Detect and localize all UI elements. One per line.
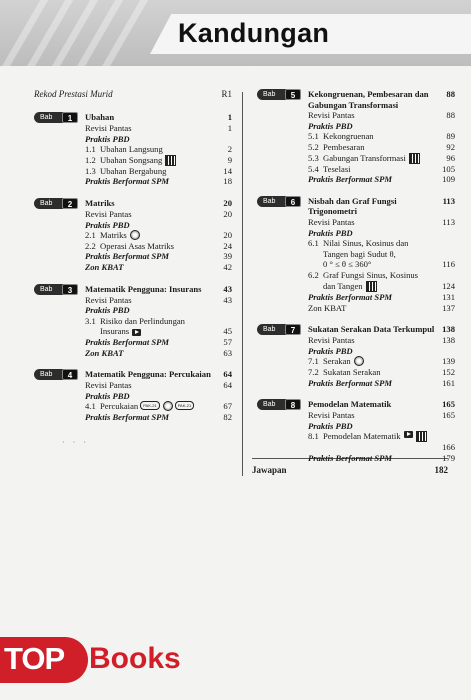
section-number: 4.1 xyxy=(85,401,96,412)
row-page: 166 xyxy=(442,442,455,453)
row-page: 45 xyxy=(223,326,232,337)
section-title: Percukaian xyxy=(100,401,139,412)
section-row[interactable] xyxy=(257,270,455,281)
globe-icon[interactable] xyxy=(130,230,140,240)
section-title: Serakan xyxy=(323,356,351,367)
row-label: Revisi Pantas xyxy=(85,380,132,391)
badge-number: 8 xyxy=(285,399,301,410)
row-text xyxy=(308,281,442,293)
chapter-page: 64 xyxy=(223,369,232,380)
row-label: 0 ° ≤ θ ≤ 360° xyxy=(323,259,372,270)
row-text xyxy=(308,110,446,121)
chapter-badge xyxy=(34,198,80,209)
row-text xyxy=(85,348,223,359)
jawapan-row[interactable] xyxy=(252,465,448,475)
row-text xyxy=(85,166,223,177)
toc-row[interactable] xyxy=(257,378,455,389)
toc-row[interactable] xyxy=(257,453,455,464)
section-row[interactable] xyxy=(34,144,232,155)
chapter-entry xyxy=(257,89,455,185)
row-text xyxy=(308,431,455,442)
chapter-page: 113 xyxy=(442,195,455,206)
row-label: Praktis Berformat SPM xyxy=(85,251,170,262)
row-page: 138 xyxy=(442,335,455,346)
toc-row[interactable] xyxy=(34,251,232,262)
chapter-entry xyxy=(257,399,455,463)
section-title: Nilai Sinus, Kosinus dan xyxy=(323,238,409,249)
chapter-title: Sukatan Serakan Data Terkumpul xyxy=(308,324,435,335)
section-row[interactable] xyxy=(257,153,455,164)
row-page: 116 xyxy=(442,259,455,270)
section-row[interactable] xyxy=(257,431,455,442)
toc-row[interactable] xyxy=(257,228,455,239)
toc-row[interactable] xyxy=(34,380,232,391)
qr-code-icon[interactable] xyxy=(366,281,377,292)
chapter-title: Nisbah dan Graf Fungsi Trigonometri xyxy=(308,195,397,217)
topbooks-watermark xyxy=(0,637,200,685)
row-page: 9 xyxy=(227,154,232,165)
toc-row[interactable] xyxy=(257,335,455,346)
badge-number: 7 xyxy=(285,324,301,335)
row-text xyxy=(308,410,442,421)
row-text xyxy=(308,174,442,185)
section-number: 8.1 xyxy=(308,431,319,442)
toc-row[interactable] xyxy=(257,110,455,121)
toc-row[interactable] xyxy=(34,391,232,402)
badge-label: Bab xyxy=(34,284,64,295)
chapter-badge xyxy=(34,369,80,380)
row-text xyxy=(85,326,223,337)
row-page: 14 xyxy=(223,165,232,176)
badge-number: 2 xyxy=(62,198,78,209)
row-text xyxy=(308,164,442,175)
row-label: Revisi Pantas xyxy=(308,335,355,346)
section-number: 6.2 xyxy=(308,269,319,280)
chapter-title: Matematik Pengguna: Percukaian xyxy=(85,369,211,380)
badge-number: 5 xyxy=(285,89,301,100)
row-label: Zon KBAT xyxy=(308,302,347,313)
row-label: Tangen bagi Sudut θ, xyxy=(323,248,396,259)
toc-row[interactable] xyxy=(257,442,455,453)
section-title: Gabungan Transformasi xyxy=(323,152,406,163)
chapter-badge xyxy=(34,284,80,295)
right-column xyxy=(257,89,455,475)
toc-row[interactable] xyxy=(34,326,232,337)
chapter-badge xyxy=(257,89,303,100)
row-text xyxy=(85,401,223,412)
row-page: 113 xyxy=(442,216,455,227)
section-title: Ubahan Songsang xyxy=(100,154,163,165)
row-page: 89 xyxy=(446,131,455,142)
badge-label: Bab xyxy=(257,196,287,207)
badge-label: Bab xyxy=(34,369,64,380)
chapter-entry xyxy=(34,112,232,187)
page-title: Kandungan xyxy=(178,18,330,48)
video-icon[interactable] xyxy=(404,431,413,438)
row-page: 152 xyxy=(442,367,455,377)
row-label: Praktis PBD xyxy=(308,420,353,431)
row-text xyxy=(85,295,223,306)
row-text xyxy=(85,391,232,402)
row-label: Praktis PBD xyxy=(85,133,130,144)
chapter-heading[interactable] xyxy=(257,324,455,335)
row-text xyxy=(85,134,232,145)
section-title: Kekongruenan xyxy=(323,131,374,142)
chapter-title: Matriks xyxy=(85,197,115,208)
badge-label: Bab xyxy=(257,89,287,100)
row-page: 67 xyxy=(223,401,232,412)
section-row[interactable] xyxy=(34,316,232,327)
section-title: Ubahan Bergabung xyxy=(100,165,167,176)
watermark-top: TOP xyxy=(4,641,65,676)
globe-icon[interactable] xyxy=(163,401,173,411)
row-label: Praktis Berformat SPM xyxy=(308,377,393,388)
row-text xyxy=(308,335,442,346)
row-text xyxy=(308,292,442,303)
row-label: Praktis PBD xyxy=(308,227,353,238)
toc-row[interactable] xyxy=(34,262,232,273)
row-page: 39 xyxy=(223,251,232,262)
row-page: 161 xyxy=(442,377,455,388)
row-text xyxy=(85,230,223,241)
section-number: 5.3 xyxy=(308,152,319,163)
header-banner xyxy=(0,0,471,66)
row-label: Praktis Berformat SPM xyxy=(308,292,393,303)
row-text xyxy=(308,270,455,281)
row-label: Praktis PBD xyxy=(85,305,130,316)
row-text xyxy=(308,378,442,389)
jawapan-page: 182 xyxy=(434,465,448,475)
row-page: 43 xyxy=(223,294,232,305)
chapter-heading[interactable] xyxy=(257,399,455,410)
toc-row[interactable] xyxy=(257,346,455,357)
section-row[interactable] xyxy=(257,131,455,142)
row-page: 20 xyxy=(223,230,232,241)
chapter-badge xyxy=(257,324,303,335)
section-number: 2.1 xyxy=(85,230,96,241)
toc-row[interactable] xyxy=(257,121,455,132)
toc-row[interactable] xyxy=(257,259,455,270)
row-page: 1 xyxy=(227,123,232,133)
section-number: 2.2 xyxy=(85,240,96,251)
chapter-badge xyxy=(257,399,303,410)
rekod-row[interactable] xyxy=(34,89,232,99)
badge-number: 1 xyxy=(62,112,78,123)
toc-row[interactable] xyxy=(34,123,232,134)
decorative-dots: · · · xyxy=(62,438,89,447)
row-text xyxy=(308,131,446,142)
row-text xyxy=(85,262,223,273)
chapter-entry xyxy=(34,198,232,273)
toc-row[interactable] xyxy=(257,410,455,421)
pak21-tag-icon: PAK-21 xyxy=(140,401,160,410)
chapter-heading[interactable] xyxy=(34,284,232,295)
row-label: dan Tangen xyxy=(323,280,363,291)
row-text xyxy=(308,121,455,132)
chapter-title: Ubahan xyxy=(85,112,115,122)
badge-number: 4 xyxy=(62,369,78,380)
qr-code-icon[interactable] xyxy=(409,153,420,164)
chapter-page: 1 xyxy=(227,112,232,122)
row-page: 57 xyxy=(223,336,232,347)
badge-label: Bab xyxy=(34,112,64,123)
badge-label: Bab xyxy=(34,198,64,209)
watermark-books: Books xyxy=(89,642,181,675)
row-label: Praktis Berformat SPM xyxy=(85,411,170,422)
toc-row[interactable] xyxy=(257,249,455,260)
toc-row[interactable] xyxy=(257,174,455,185)
section-number: 5.2 xyxy=(308,141,319,152)
row-text xyxy=(308,217,442,228)
section-title: Graf Fungsi Sinus, Kosinus xyxy=(323,269,419,280)
section-row[interactable] xyxy=(257,238,455,249)
toc-row[interactable] xyxy=(34,412,232,423)
row-text xyxy=(85,251,223,262)
chapter-page: 43 xyxy=(223,283,232,294)
row-text xyxy=(85,305,232,316)
section-number: 3.1 xyxy=(85,315,96,326)
row-page: 18 xyxy=(223,176,232,187)
chapter-title: Matematik Pengguna: Insurans xyxy=(85,283,202,294)
row-page: 131 xyxy=(442,292,455,303)
toc-row[interactable] xyxy=(34,295,232,306)
row-text xyxy=(85,123,228,134)
badge-label: Bab xyxy=(257,399,287,410)
row-text xyxy=(308,346,455,357)
row-text xyxy=(308,142,446,153)
section-row[interactable] xyxy=(34,166,232,177)
row-page: 92 xyxy=(446,141,455,152)
row-page: 139 xyxy=(442,356,455,367)
row-page: 42 xyxy=(223,261,232,272)
row-page: 88 xyxy=(446,110,455,121)
section-title: Risiko dan Perlindungan xyxy=(100,315,185,326)
chapter-page: 88 xyxy=(446,89,455,99)
section-row[interactable] xyxy=(34,241,232,252)
row-text xyxy=(85,155,228,166)
row-page: 96 xyxy=(446,152,455,163)
section-title: Pemodelan Matematik xyxy=(323,431,401,442)
toc-row[interactable] xyxy=(257,421,455,432)
section-number: 7.2 xyxy=(308,367,319,377)
row-text xyxy=(308,228,455,239)
row-label: Praktis Berformat SPM xyxy=(85,336,170,347)
row-label: Praktis Berformat SPM xyxy=(85,176,170,187)
row-label: Revisi Pantas xyxy=(85,294,132,305)
row-page: 179 xyxy=(442,452,455,463)
row-text xyxy=(308,238,455,249)
chapter-entry xyxy=(257,196,455,313)
section-title: Operasi Asas Matriks xyxy=(100,240,174,251)
toc-row[interactable] xyxy=(257,303,455,314)
section-row[interactable] xyxy=(257,356,455,367)
row-label: Insurans xyxy=(100,326,130,337)
badge-number: 3 xyxy=(62,284,78,295)
chapter-heading[interactable] xyxy=(257,89,455,110)
row-page: 20 xyxy=(223,208,232,219)
row-text xyxy=(308,303,442,314)
pak21-tag-icon: PAK-21 xyxy=(175,401,195,410)
chapter-badge xyxy=(257,196,303,207)
row-text xyxy=(85,412,223,423)
section-number: 1.1 xyxy=(85,144,96,155)
row-text xyxy=(308,367,442,378)
row-page: 24 xyxy=(223,240,232,251)
section-number: 7.1 xyxy=(308,356,319,367)
row-page: 82 xyxy=(223,411,232,422)
chapter-page: 138 xyxy=(442,324,455,335)
chapter-heading[interactable] xyxy=(257,196,455,217)
section-title: Teselasi xyxy=(323,163,351,174)
section-row[interactable] xyxy=(34,230,232,241)
row-text xyxy=(308,421,455,432)
video-icon[interactable] xyxy=(132,329,141,336)
chapter-entry xyxy=(34,369,232,422)
badge-number: 6 xyxy=(285,196,301,207)
toc-row[interactable] xyxy=(34,220,232,231)
row-text xyxy=(85,144,228,155)
section-row[interactable] xyxy=(34,155,232,166)
row-text xyxy=(85,380,223,391)
row-text xyxy=(308,453,442,464)
jawapan-label: Jawapan xyxy=(252,465,287,475)
row-text xyxy=(308,259,442,270)
rekod-page: R1 xyxy=(221,89,232,99)
globe-icon[interactable] xyxy=(354,356,364,366)
qr-code-icon[interactable] xyxy=(416,431,427,442)
toc-row[interactable] xyxy=(34,337,232,348)
chapter-heading[interactable] xyxy=(34,198,232,209)
chapter-entry xyxy=(34,284,232,359)
row-label: Revisi Pantas xyxy=(308,110,355,121)
toc-row[interactable] xyxy=(257,281,455,293)
left-column xyxy=(34,112,232,433)
rekod-label: Rekod Prestasi Murid xyxy=(34,89,113,99)
row-page: 165 xyxy=(442,410,455,421)
section-row[interactable] xyxy=(34,401,232,412)
toc-row[interactable] xyxy=(34,305,232,316)
row-label: Praktis Berformat SPM xyxy=(308,452,393,463)
row-text xyxy=(85,220,232,231)
row-text xyxy=(85,337,223,348)
badge-label: Bab xyxy=(257,324,287,335)
row-label: Praktis PBD xyxy=(308,120,353,131)
row-page: 64 xyxy=(223,380,232,391)
row-page: 109 xyxy=(442,174,455,185)
chapter-badge xyxy=(34,112,80,123)
column-divider xyxy=(242,92,243,476)
toc-row[interactable] xyxy=(257,217,455,228)
row-text xyxy=(85,176,223,187)
toc-row[interactable] xyxy=(34,176,232,187)
row-page: 124 xyxy=(442,280,455,291)
chapter-entry xyxy=(257,324,455,388)
toc-row[interactable] xyxy=(257,292,455,303)
section-number: 6.1 xyxy=(308,238,319,249)
qr-code-icon[interactable] xyxy=(165,155,176,166)
chapter-page: 20 xyxy=(223,197,232,208)
row-label: Revisi Pantas xyxy=(85,123,132,133)
row-text xyxy=(308,153,446,164)
section-row[interactable] xyxy=(257,164,455,175)
row-label: Revisi Pantas xyxy=(308,216,355,227)
row-page: 63 xyxy=(223,347,232,358)
row-text xyxy=(308,356,442,367)
chapter-page: 165 xyxy=(442,399,455,410)
row-label: Revisi Pantas xyxy=(85,208,132,219)
row-page: 2 xyxy=(227,144,232,155)
row-label: Zon KBAT xyxy=(85,347,124,358)
section-title: Sukatan Serakan xyxy=(323,367,381,377)
toc-row[interactable] xyxy=(34,209,232,220)
chapter-heading[interactable] xyxy=(34,369,232,380)
section-row[interactable] xyxy=(257,142,455,153)
section-title: Ubahan Langsung xyxy=(100,144,163,155)
section-row[interactable] xyxy=(257,367,455,378)
row-label: Praktis PBD xyxy=(308,345,353,356)
row-label: Praktis PBD xyxy=(85,390,130,401)
chapter-title: Kekongruenan, Pembesaran dan Gabungan Transformasi xyxy=(308,89,429,110)
section-title: Matriks xyxy=(100,230,127,241)
row-page: 137 xyxy=(442,302,455,313)
section-number: 5.1 xyxy=(308,131,319,142)
chapter-heading[interactable] xyxy=(34,112,232,123)
row-text xyxy=(85,209,223,220)
section-number: 5.4 xyxy=(308,163,319,174)
row-label: Zon KBAT xyxy=(85,261,124,272)
row-text xyxy=(308,249,455,260)
section-number: 1.3 xyxy=(85,165,96,176)
section-number: 1.2 xyxy=(85,154,96,165)
row-text xyxy=(85,241,223,252)
row-text xyxy=(85,316,232,327)
section-title: Pembesaran xyxy=(323,141,365,152)
toc-row[interactable] xyxy=(34,348,232,359)
row-page: 105 xyxy=(442,163,455,174)
row-label: Praktis Berformat SPM xyxy=(308,174,393,185)
row-label: Revisi Pantas xyxy=(308,410,355,421)
row-label: Praktis PBD xyxy=(85,219,130,230)
toc-row[interactable] xyxy=(34,134,232,145)
chapter-title: Pemodelan Matematik xyxy=(308,399,392,410)
